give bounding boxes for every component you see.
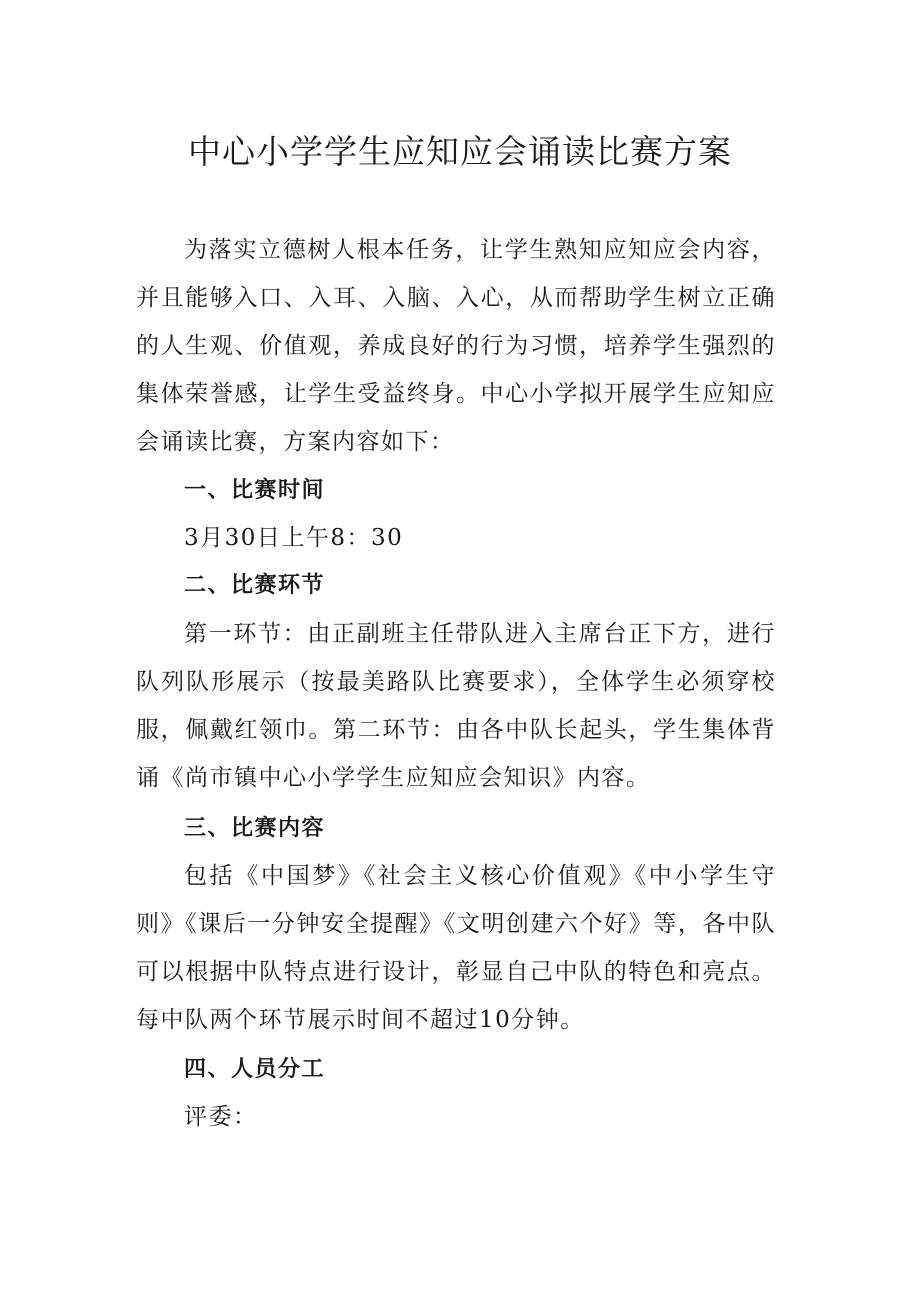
section-text-staff: 评委：: [184, 1104, 258, 1130]
section-text-stages: 第一环节：由正副班主任带队进入主席台正下方，进行队列队形展示（按最美路队比赛要求），全体学生必须穿校服，佩戴红领巾。第二环节：由各中队长起头，学生集体背诵《尚市镇中心小学学生应知应会知识》内容。: [136, 621, 776, 791]
intro-paragraph: 为落实立德树人根本任务，让学生熟知应知应会内容，并且能够入口、入耳、入脑、入心，从而帮助学生树立正确的人生观、价值观，养成良好的行为习惯，培养学生强烈的集体荣誉感，让学生受益终身。中心小学拟开展学生应知应会诵读比赛，方案内容如下：: [136, 237, 776, 455]
document-title: 中心小学学生应知应会诵读比赛方案: [188, 132, 732, 171]
section-heading-content: 三、比赛内容: [184, 816, 326, 841]
section-heading-staff: 四、人员分工: [184, 1057, 326, 1082]
section-text-time: 3月30日上午8：30: [184, 525, 404, 551]
section-heading-time: 一、比赛时间: [184, 478, 326, 503]
section-text-content: 包括《中国梦》《社会主义核心价值观》《中小学生守则》《课后一分钟安全提醒》《文明创建六个好》等，各中队可以根据中队特点进行设计，彰显自己中队的特色和亮点。每中队两个环节展示时间不超过10分钟。: [136, 863, 776, 1033]
section-heading-stages: 二、比赛环节: [184, 573, 326, 598]
